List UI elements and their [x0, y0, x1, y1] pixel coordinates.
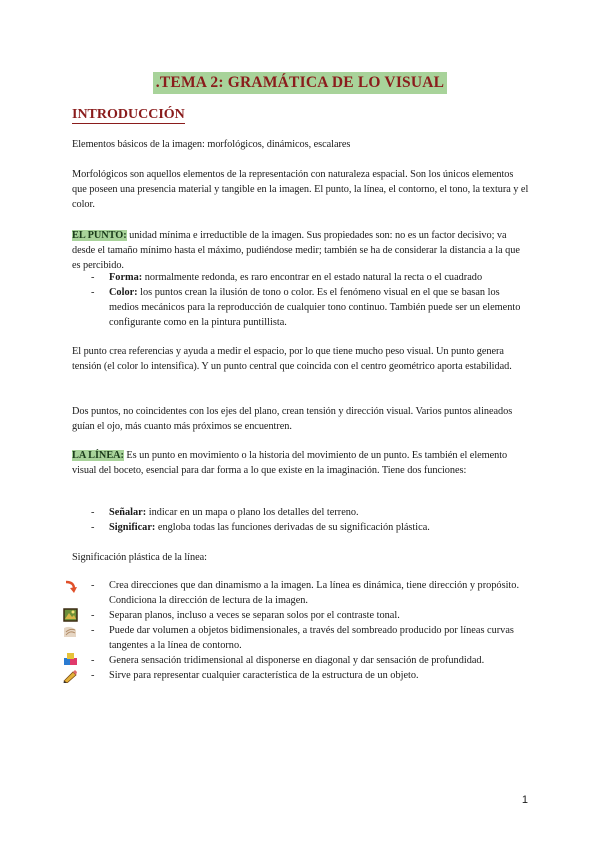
item-text: normalmente redonda, es raro encontrar en el estado natural la recta o el cuadrado — [142, 272, 483, 283]
dash: - — [91, 670, 95, 681]
list-item — [91, 270, 531, 285]
picture-frame-icon — [63, 608, 78, 622]
intro-line: Elementos básicos de la imagen: morfológicos, dinámicos, escalares — [72, 139, 351, 150]
list-item — [91, 505, 531, 520]
dash: - — [91, 655, 95, 666]
shaded-shape-icon — [63, 624, 78, 638]
paragraph-punto — [72, 228, 530, 274]
paragraph-linea — [72, 448, 530, 478]
curved-arrow-icon — [63, 580, 78, 594]
list-item — [91, 653, 531, 668]
item-text: engloba todas las funciones derivadas de su significación plástica. — [155, 522, 430, 533]
list-item — [91, 623, 531, 653]
dash: - — [91, 522, 95, 533]
term-significar: Significar: — [109, 522, 156, 533]
item-text: Crea direcciones que dan dinamismo a la imagen. La línea es dinámica, tiene dirección y propósito. Condiciona la dirección de lectura de la imagen. — [109, 580, 520, 607]
page-number: 1 — [521, 794, 528, 806]
list-item — [91, 608, 531, 623]
item-text: Separan planos, incluso a veces se separan solos por el contraste tonal. — [109, 610, 400, 621]
term-color: Color: — [109, 287, 138, 298]
pencil-ruler-icon — [63, 669, 78, 683]
item-text: Sirve para representar cualquier característica de la estructura de un objeto. — [109, 670, 419, 681]
item-text: Genera sensación tridimensional al disponerse en diagonal y dar sensación de profundidad. — [109, 655, 485, 666]
section-heading-introduccion: INTRODUCCIÓN — [72, 107, 185, 122]
list-item — [91, 285, 531, 331]
title-wrap — [0, 72, 600, 94]
item-text: indicar en un mapa o plano los detalles del terreno. — [146, 507, 359, 518]
list-item — [91, 578, 531, 608]
item-text: los puntos crean la ilusión de tono o color. Es el fenómeno visual en el que se basan los medios mecánicos para la reproducción de cualquier tono continuo. También puede ser un elemento configurante como en la pintura puntillista. — [109, 287, 521, 329]
dash: - — [91, 287, 95, 298]
page-title: .TEMA 2: GRAMÁTICA DE LO VISUAL — [153, 72, 447, 94]
cubes-icon — [63, 652, 78, 666]
paragraph-punto-2: El punto crea referencias y ayuda a medir el espacio, por lo que tiene mucho peso visual. Un punto genera tensión (el color lo intensifica). Y un punto central que coincida con el centro geométrico aporta estabilidad. — [72, 346, 512, 373]
list-item — [91, 668, 531, 683]
dash: - — [91, 625, 95, 636]
plastica-heading: Significación plástica de la línea: — [72, 552, 207, 563]
linea-label: LA LÍNEA: — [72, 450, 124, 461]
punto-label: EL PUNTO: — [72, 230, 127, 241]
item-text: Puede dar volumen a objetos bidimensionales, a través del sombreado producido por líneas curvas tangentes a la línea de contorno. — [109, 625, 514, 652]
paragraph-morfologicos: Morfológicos son aquellos elementos de la representación con naturaleza espacial. Son los únicos elementos que poseen una presencia material y tangible en la imagen. El punto, la línea, el contorno, el tono, la textura y el color. — [72, 169, 529, 211]
dash: - — [91, 272, 95, 283]
list-item — [91, 520, 531, 535]
dash: - — [91, 610, 95, 621]
term-forma: Forma: — [109, 272, 143, 283]
dash: - — [91, 580, 95, 591]
paragraph-punto-3: Dos puntos, no coincidentes con los ejes del plano, crean tensión y dirección visual. Varios puntos alineados guían el ojo, más cuanto más próximos se encuentren. — [72, 406, 513, 433]
linea-text: Es un punto en movimiento o la historia del movimiento de un punto. Es también el elemento visual del boceto, esencial para dar forma a lo que existe en la imaginación. Tiene dos funciones: — [72, 450, 508, 477]
dash: - — [91, 507, 95, 518]
term-senalar: Señalar: — [109, 507, 147, 518]
punto-text: unidad mínima e irreductible de la imagen. Sus propiedades son: no es un factor decisivo; va desde el tamaño mínimo hasta el máximo, pudiéndose medir; también se ha de considerar la distancia a la que es percibido. — [72, 230, 520, 272]
